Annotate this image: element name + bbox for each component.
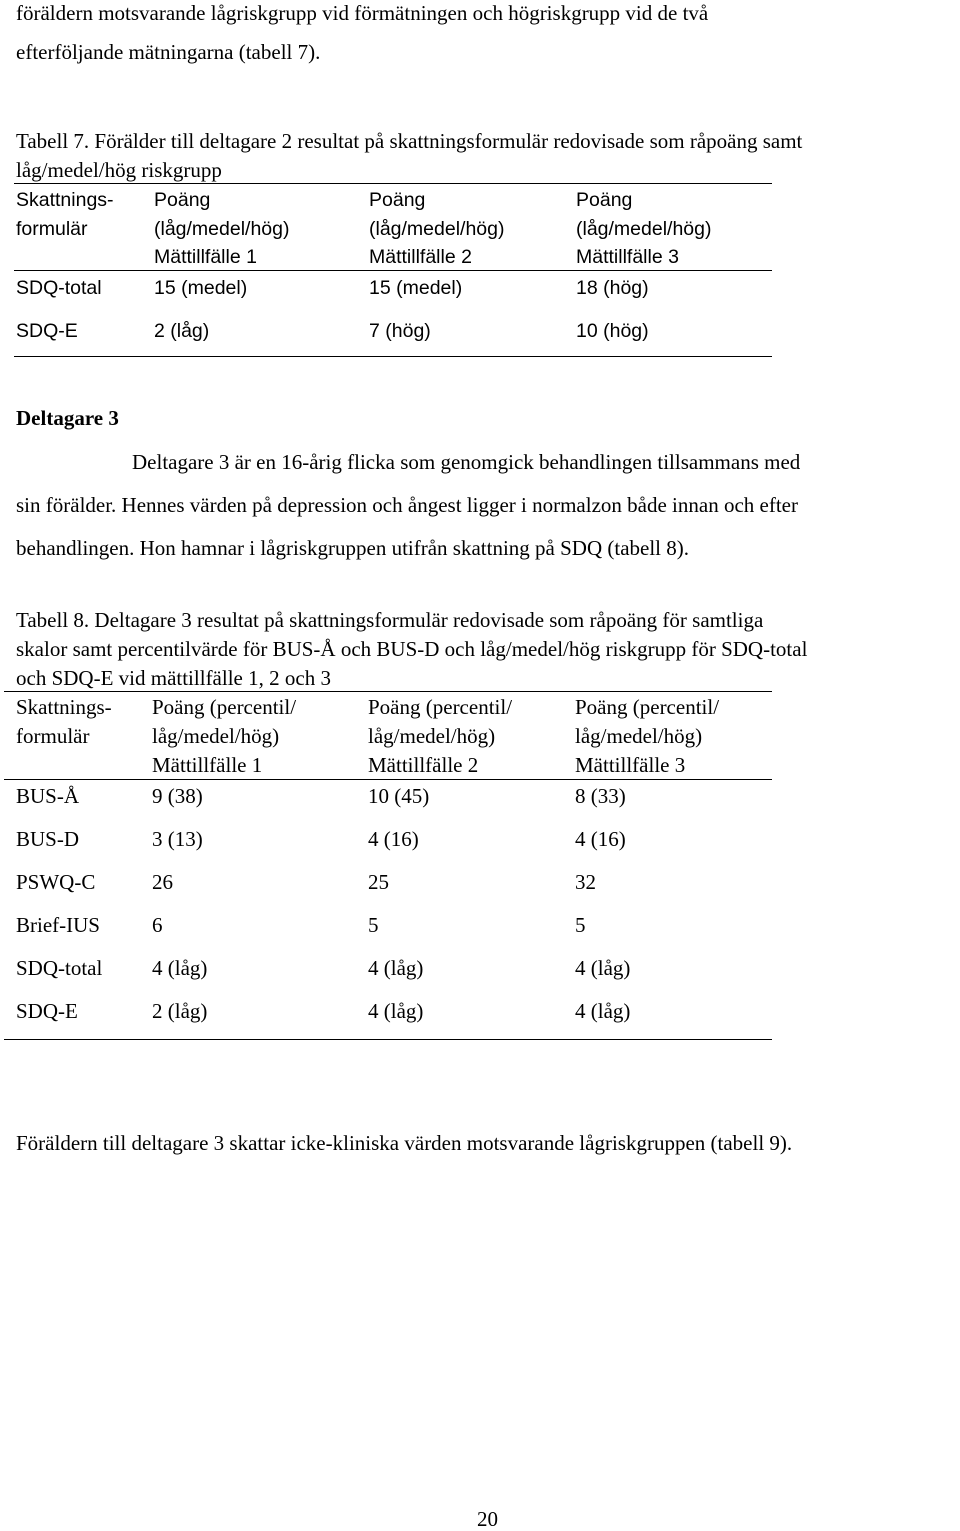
intro-line-1: föräldern motsvarande lågriskgrupp vid förmätningen och högriskgrupp vid de två xyxy=(16,1,709,25)
table7-caption-line-1: Tabell 7. Förälder till deltagare 2 resultat på skattningsformulär redovisade som råpoäng samt xyxy=(16,129,803,153)
table7-row1-m3: 18 (hög) xyxy=(576,277,649,299)
table8-row1-m3: 8 (33) xyxy=(575,784,626,808)
table7-header-col3-line2: (låg/medel/hög) xyxy=(576,218,712,240)
table7-header-col3-line1: Poäng xyxy=(576,189,633,211)
table7-row2-m2: 7 (hög) xyxy=(369,320,431,342)
table7-row1-label: SDQ-total xyxy=(16,277,102,299)
table7-header-col0-line2: formulär xyxy=(16,218,88,240)
table8-row6-m1: 2 (låg) xyxy=(152,999,208,1023)
closing-line: Föräldern till deltagare 3 skattar icke-kliniska värden motsvarande lågriskgruppen (tabell 9). xyxy=(16,1131,793,1155)
table8-row5-label: SDQ-total xyxy=(16,956,103,980)
table7-caption-line-2: låg/medel/hög riskgrupp xyxy=(16,158,222,182)
table8-header-col1-line1: Poäng (percentil/ xyxy=(152,695,297,719)
table8-row6-m3: 4 (låg) xyxy=(575,999,631,1023)
table8-header-col2-line3: Mättillfälle 2 xyxy=(368,753,479,777)
table7-header-col1-line2: (låg/medel/hög) xyxy=(154,218,290,240)
table7-header-col1-line3: Mättillfälle 1 xyxy=(154,246,257,268)
table8-row4-m3: 5 xyxy=(575,913,586,937)
table8-row2-label: BUS-D xyxy=(16,827,80,851)
table7-row1-m1: 15 (medel) xyxy=(154,277,248,299)
section-heading: Deltagare 3 xyxy=(16,406,119,430)
table8-header-col3-line2: låg/medel/hög) xyxy=(575,724,703,748)
table8-header-col0-line2: formulär xyxy=(16,724,90,748)
table8-row3-m2: 25 xyxy=(368,870,389,894)
section-para-line-1: Deltagare 3 är en 16-årig flicka som genomgick behandlingen tillsammans med xyxy=(132,450,801,474)
table8-row3-m1: 26 xyxy=(152,870,173,894)
table8-caption-line-2: skalor samt percentilvärde för BUS-Å och BUS-D och låg/medel/hög riskgrupp för SDQ-total xyxy=(16,637,808,661)
table8-row2-m3: 4 (16) xyxy=(575,827,626,851)
table8-header-col1-line3: Mättillfälle 1 xyxy=(152,753,263,777)
table7-header-col2-line1: Poäng xyxy=(369,189,426,211)
table7-row2-label: SDQ-E xyxy=(16,320,78,342)
table8-row6-label: SDQ-E xyxy=(16,999,78,1023)
table8-row5-m2: 4 (låg) xyxy=(368,956,424,980)
table7-header-col1-line1: Poäng xyxy=(154,189,211,211)
section-para-line-2: sin förälder. Hennes värden på depression och ångest ligger i normalzon både innan och efter xyxy=(16,493,798,517)
table7-row2-m1: 2 (låg) xyxy=(154,320,210,342)
intro-line-2: efterföljande mätningarna (tabell 7). xyxy=(16,40,321,64)
table8-row5-m1: 4 (låg) xyxy=(152,956,208,980)
table8-caption-line-3: och SDQ-E vid mättillfälle 1, 2 och 3 xyxy=(16,666,331,690)
table7-header-col0-line1: Skattnings- xyxy=(16,189,114,211)
table7-top-rule xyxy=(14,183,772,184)
table8-row2-m2: 4 (16) xyxy=(368,827,419,851)
table8-row4-m2: 5 xyxy=(368,913,379,937)
table8-row4-label: Brief-IUS xyxy=(16,913,100,937)
table7-header-rule xyxy=(14,270,772,271)
table8-row2-m1: 3 (13) xyxy=(152,827,203,851)
table8-row6-m2: 4 (låg) xyxy=(368,999,424,1023)
page-number: 20 xyxy=(477,1507,498,1531)
table8-header-col0-line1: Skattnings- xyxy=(16,695,112,719)
table8-row5-m3: 4 (låg) xyxy=(575,956,631,980)
table7-header-col2-line3: Mättillfälle 2 xyxy=(369,246,472,268)
table8-header-col2-line2: låg/medel/hög) xyxy=(368,724,496,748)
table8-header-col3-line1: Poäng (percentil/ xyxy=(575,695,720,719)
table7-row2-m3: 10 (hög) xyxy=(576,320,649,342)
table8-row4-m1: 6 xyxy=(152,913,163,937)
table8-row3-m3: 32 xyxy=(575,870,596,894)
table8-header-col2-line1: Poäng (percentil/ xyxy=(368,695,513,719)
table8-header-col1-line2: låg/medel/hög) xyxy=(152,724,280,748)
table8-caption-line-1: Tabell 8. Deltagare 3 resultat på skattningsformulär redovisade som råpoäng för samtliga xyxy=(16,608,764,632)
table8-row3-label: PSWQ-C xyxy=(16,870,96,894)
table7-bottom-rule xyxy=(14,356,772,357)
section-para-line-3: behandlingen. Hon hamnar i lågriskgruppen utifrån skattning på SDQ (tabell 8). xyxy=(16,536,690,560)
table7-header-col3-line3: Mättillfälle 3 xyxy=(576,246,679,268)
table8-row1-label: BUS-Å xyxy=(16,784,80,808)
table7-header-col2-line2: (låg/medel/hög) xyxy=(369,218,505,240)
table8-top-rule xyxy=(4,691,772,692)
table8-row1-m2: 10 (45) xyxy=(368,784,430,808)
table7-row1-m2: 15 (medel) xyxy=(369,277,463,299)
table8-bottom-rule xyxy=(4,1039,772,1040)
table8-row1-m1: 9 (38) xyxy=(152,784,203,808)
table8-header-rule xyxy=(4,779,772,780)
table8-header-col3-line3: Mättillfälle 3 xyxy=(575,753,686,777)
